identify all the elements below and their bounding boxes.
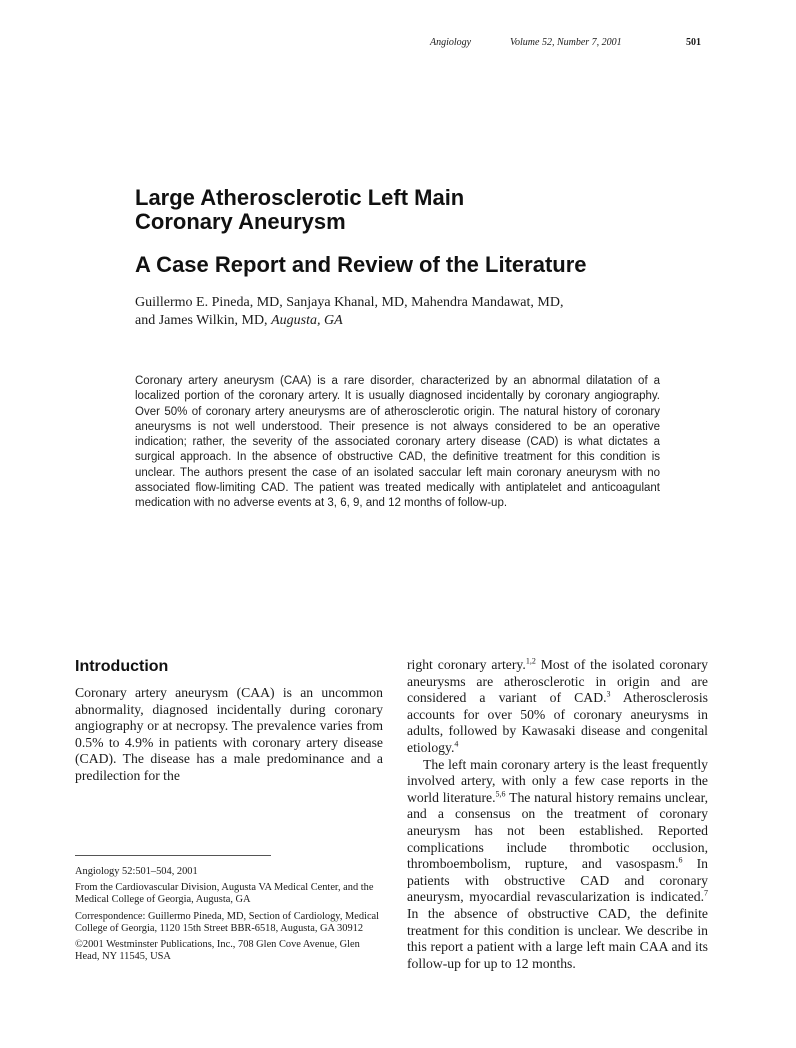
authors-line-2 xyxy=(135,312,695,330)
article-subtitle: A Case Report and Review of the Literature xyxy=(135,252,587,277)
left-column-body: Coronary artery aneurysm (CAA) is an uncommon abnormality, diagnosed incidentally during coronary angiography or at necropsy. The prevalence varies from 0.5% to 4.9% in patients with coronary artery disease (CAD). The disease has a male predominance and a predilection for the xyxy=(75,685,383,783)
abstract: Coronary artery aneurysm (CAA) is a rare disorder, characterized by an abnormal dilatation of a localized portion of the coronary artery. It is usually diagnosed incidentally by coronary angiography. Over 50% of coronary artery aneurysms are of atherosclerotic origin. The natural history of coronary aneurysms is not well understood. Their presence is not always considered to be an operative indication; rather, the severity of the associated coronary artery disease (CAD) is what dictates a surgical approach. In the absence of obstructive CAD, the definitive treatment for this condition is unclear. The authors present the case of an isolated saccular left main coronary aneurysm with no associated flow-limiting CAD. The patient was treated medically with antiplatelet and anticoagulant medication with no adverse events at 3, 6, 9, and 12 months of follow-up. xyxy=(135,375,660,510)
footnotes xyxy=(75,866,385,967)
right-paragraph-1 xyxy=(407,657,708,757)
article-title xyxy=(135,186,735,234)
citation-ref: 6 xyxy=(678,855,683,865)
author-list xyxy=(135,294,695,330)
text-run: The left main coronary artery is the least frequently involved artery, with only a few case reports in the world literature. xyxy=(407,756,708,805)
section-heading-introduction: Introduction xyxy=(75,658,169,675)
authors-line-2-text: and James Wilkin, MD, xyxy=(135,313,272,328)
title-line-1: Large Atherosclerotic Left Main xyxy=(135,185,465,210)
right-column-body xyxy=(407,657,708,972)
citation-ref: 5,6 xyxy=(495,789,506,799)
text-run: In patients with obstructive CAD and coronary aneurysm, myocardial revascularization is indicated. xyxy=(407,856,709,905)
title-line-2: Coronary Aneurysm xyxy=(135,209,346,234)
text-run: The natural history remains unclear, and a consensus on the treatment of coronary aneurysm has not been established. Reported complications include thrombotic occlusion, thromboembolism, rupture, and vasospasm. xyxy=(407,789,708,872)
volume-info: Volume 52, Number 7, 2001 xyxy=(510,37,622,48)
footnote-affiliation: From the Cardiovascular Division, Augusta VA Medical Center, and the Medical College of Georgia, Augusta, GA xyxy=(75,882,374,906)
footnote-citation: Angiology 52:501–504, 2001 xyxy=(75,866,198,877)
footnote-correspondence: Correspondence: Guillermo Pineda, MD, Section of Cardiology, Medical College of Georgia, 1120 15th Street BBR-6518, Augusta, GA 30912 xyxy=(75,910,380,934)
text-run: In the absence of obstructive CAD, the definite treatment for this condition is unclear. We describe in this report a patient with a large left main CAA and its follow-up for up to 12 months. xyxy=(407,905,708,971)
journal-name: Angiology xyxy=(430,37,472,48)
page-number: 501 xyxy=(686,37,701,48)
author-location: Augusta, GA xyxy=(271,313,343,328)
text-run: right coronary artery. xyxy=(407,657,526,672)
authors-line-1: Guillermo E. Pineda, MD, Sanjaya Khanal, MD, Mahendra Mandawat, MD, xyxy=(135,295,564,310)
citation-ref: 7 xyxy=(704,888,708,898)
footnote-divider xyxy=(75,855,271,856)
footnote-copyright: ©2001 Westminster Publications, Inc., 708 Glen Cove Avenue, Glen Head, NY 11545, USA xyxy=(75,939,360,963)
right-paragraph-2 xyxy=(407,757,708,973)
citation-ref: 4 xyxy=(454,739,459,749)
text-run: Atherosclerosis accounts for over 50% of coronary aneurysms in adults, followed by Kawasaki disease and congenital etiology. xyxy=(407,690,708,755)
citation-ref: 1,2 xyxy=(525,656,536,666)
citation-ref: 3 xyxy=(606,689,611,699)
text-run: Most of the isolated coronary aneurysms are atherosclerotic in origin and are considered a variant of CAD. xyxy=(407,657,708,706)
